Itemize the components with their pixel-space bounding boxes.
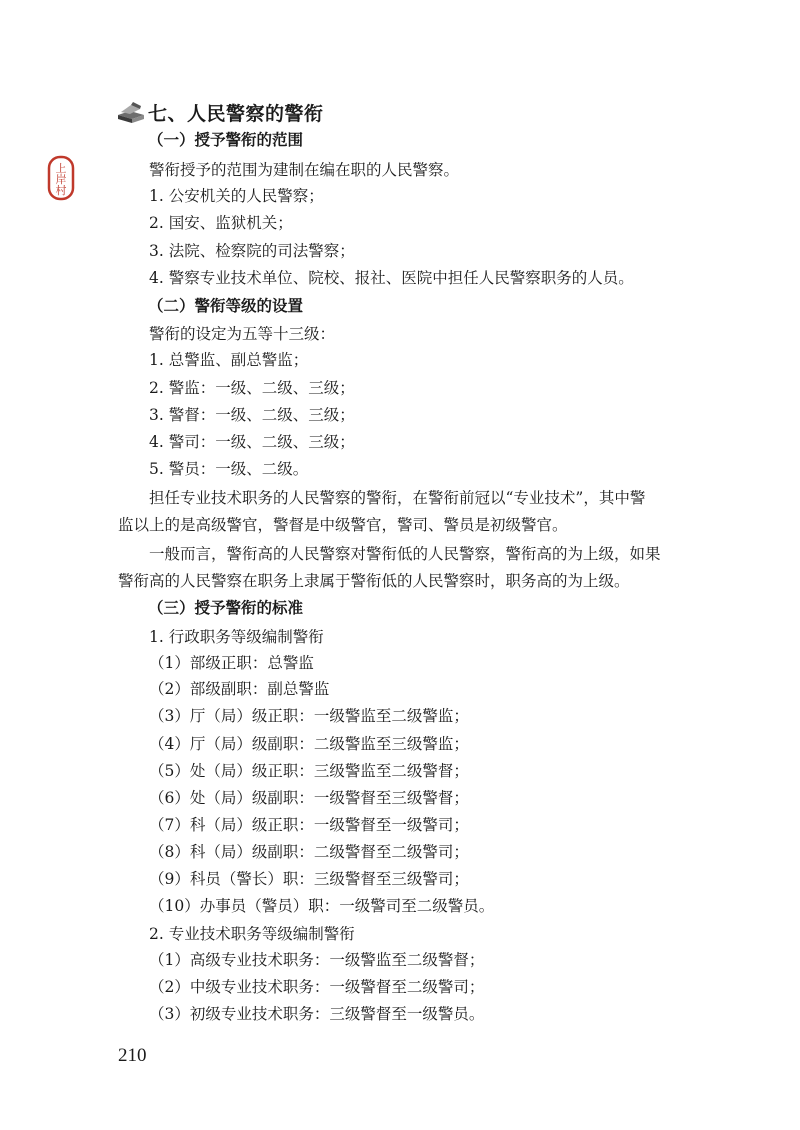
body-line: （9）科员（警长）职：三级警督至三级警司； (149, 870, 469, 888)
body-line: 一般而言，警衔高的人民警察对警衔低的人民警察，警衔高的为上级，如果 (149, 545, 661, 563)
body-line: （4）厅（局）级副职：二级警监至三级警监； (149, 735, 469, 753)
body-line: （1）部级正职：总警监 (149, 654, 314, 672)
body-line: 4. 警司：一级、二级、三级； (149, 433, 355, 451)
body-line: （2）中级专业技术职务：一级警督至二级警司； (149, 978, 485, 996)
body-line: 担任专业技术职务的人民警察的警衔，在警衔前冠以“专业技术”，其中警 (149, 489, 646, 507)
body-line: 警衔高的人民警察在职务上隶属于警衔低的人民警察时，职务高的为上级。 (118, 572, 630, 590)
body-line: 1. 总警监、副总警监； (149, 351, 309, 369)
body-line: （7）科（局）级正职：一级警督至一级警司； (149, 816, 469, 834)
body-line: （1）高级专业技术职务：一级警监至二级警督； (149, 951, 485, 969)
body-line: 1. 公安机关的人民警察； (149, 187, 324, 205)
body-line: （10）办事员（警员）职：一级警司至二级警员。 (149, 897, 495, 915)
body-line: （6）处（局）级副职：一级警督至三级警督； (149, 789, 469, 807)
subsection-heading: （一）授予警衔的范围 (148, 131, 304, 149)
body-line: 2. 警监：一级、二级、三级； (149, 379, 355, 397)
body-line: 警衔授予的范围为建制在编在职的人民警察。 (149, 161, 460, 179)
section-heading (116, 97, 324, 127)
body-line: （3）初级专业技术职务：三级警督至一级警员。 (149, 1005, 485, 1023)
body-line: 监以上的是高级警官，警督是中级警官，警司、警员是初级警官。 (118, 516, 568, 534)
body-line: （8）科（局）级副职：二级警督至二级警司； (149, 843, 469, 861)
book-stack-icon (116, 101, 146, 123)
page-number: 210 (118, 1045, 147, 1066)
body-line: 3. 法院、检察院的司法警察； (149, 242, 355, 260)
section-title: 七、人民警察的警衔 (148, 102, 324, 125)
body-line: （3）厅（局）级正职：一级警监至二级警监； (149, 707, 469, 725)
svg-text:上: 上 (55, 162, 67, 175)
body-line: 2. 国安、监狱机关； (149, 214, 293, 232)
body-line: 警衔的设定为五等十三级： (149, 325, 336, 343)
body-line: 3. 警督：一级、二级、三级； (149, 406, 355, 424)
body-line: （5）处（局）级正职：三级警监至二级警督； (149, 762, 469, 780)
body-line: 2. 专业技术职务等级编制警衔 (149, 925, 355, 943)
body-line: （2）部级副职：副总警监 (149, 680, 330, 698)
body-line: 4. 警察专业技术单位、院校、报社、医院中担任人民警察职务的人员。 (149, 269, 634, 287)
subsection-heading: （二）警衔等级的设置 (148, 297, 304, 315)
seal-stamp (47, 155, 75, 201)
svg-text:村: 村 (55, 184, 67, 197)
subsection-heading: （三）授予警衔的标准 (148, 599, 304, 617)
svg-text:岸: 岸 (55, 173, 67, 186)
body-line: 5. 警员：一级、二级。 (149, 460, 309, 478)
body-line: 1. 行政职务等级编制警衔 (149, 628, 324, 646)
